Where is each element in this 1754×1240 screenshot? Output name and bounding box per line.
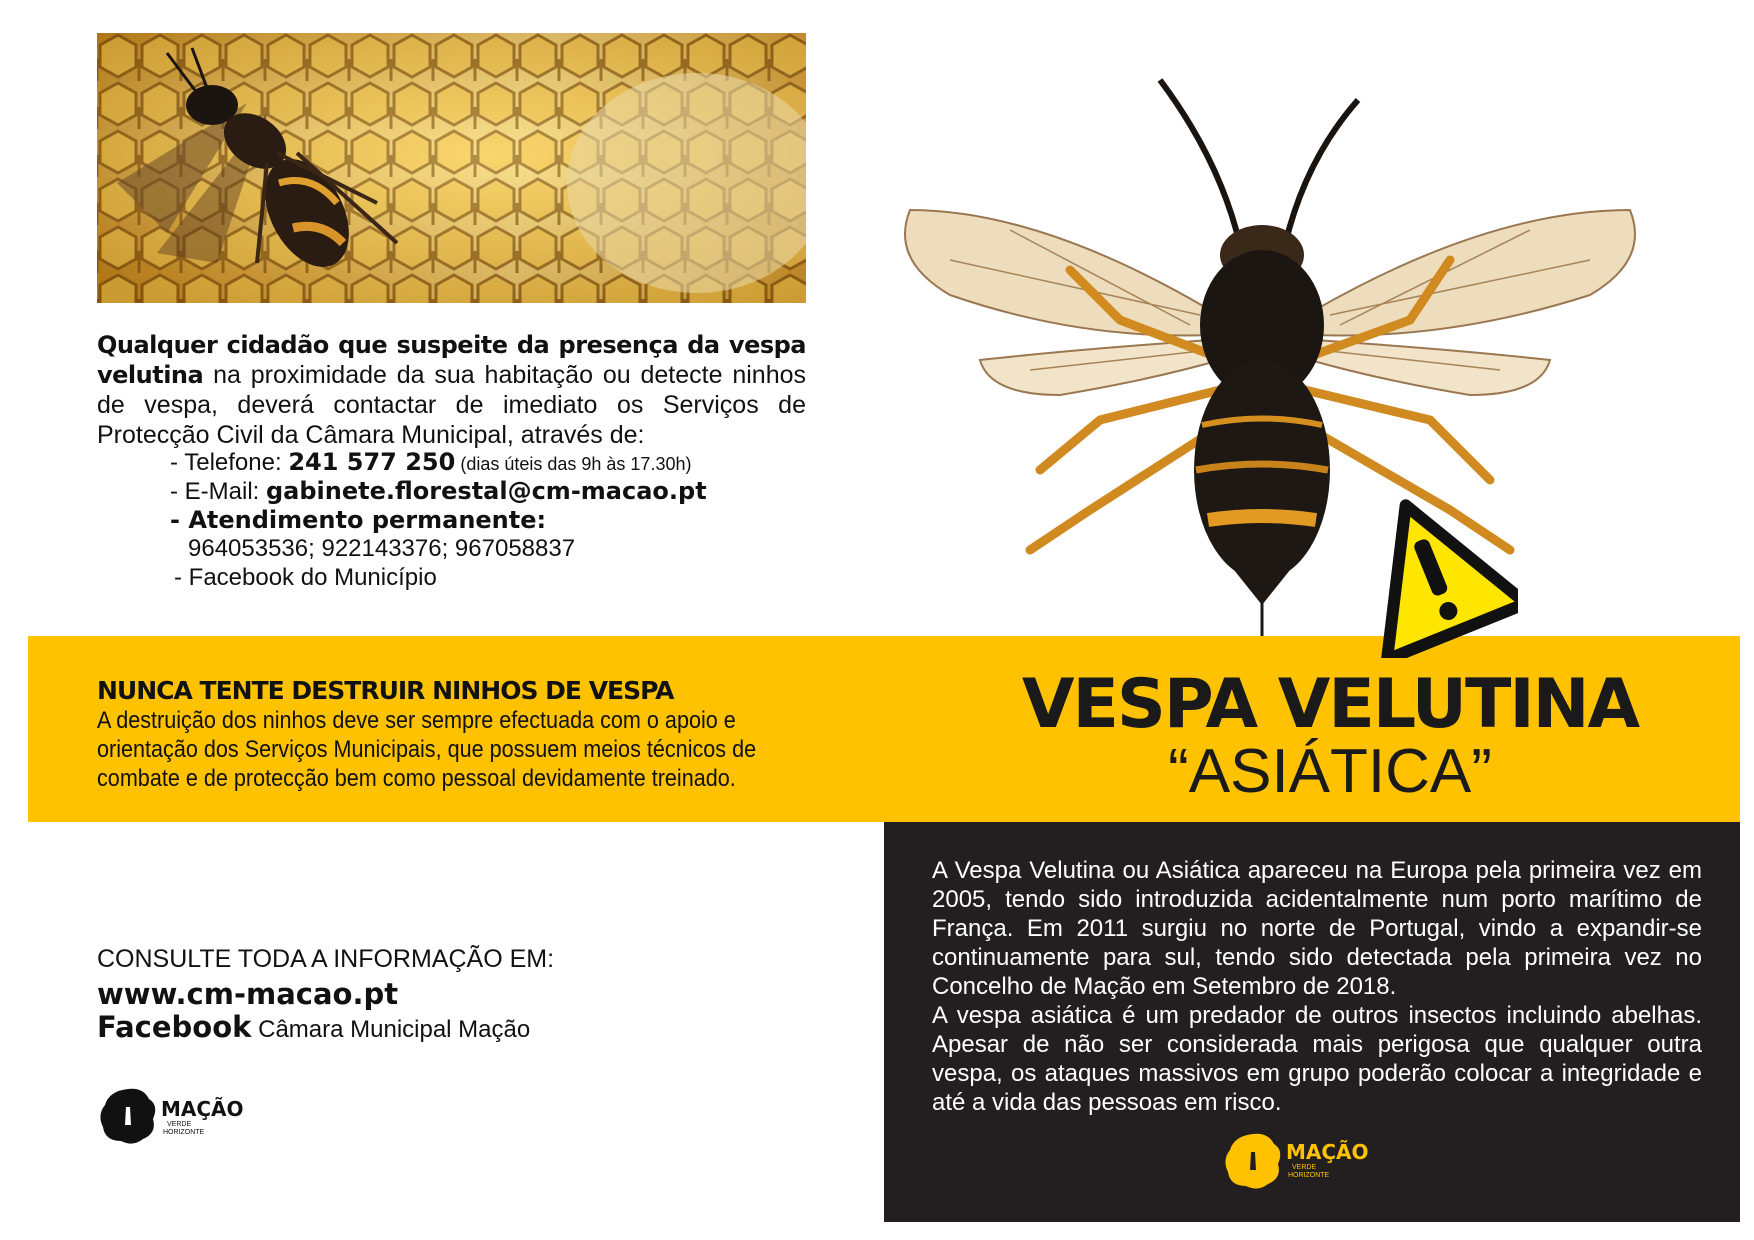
website-link[interactable]: www.cm-macao.pt	[97, 977, 399, 1011]
info-paragraph-1: A Vespa Velutina ou Asiática apareceu na Europa pela primeira vez em 2005, tendo sido introduzida acidentalmente num porto marítimo de França. Em 2011 surgiu no norte de Portugal, vindo a expandir-se continuamente para sul, tendo sido detectada pela primeira vez no Concelho de Mação em Setembro de 2018.	[932, 857, 1702, 1000]
honeycomb-hornet-photo	[97, 33, 806, 303]
intro-bold: Qualquer cidadão que suspeite da presença da vespa velutina	[97, 331, 806, 389]
intro-rest: na proximidade da sua habitação ou detecte ninhos de vespa, deverá contactar de imediato os Serviços de Protecção Civil da Câmara Municipal, através de:	[97, 361, 806, 449]
macao-logo-black	[97, 1085, 267, 1147]
logo-tag2: HORIZONTE	[1288, 1172, 1330, 1179]
honeycomb-image	[97, 33, 806, 303]
email-link[interactable]: gabinete.florestal@cm-macao.pt	[266, 477, 707, 505]
warning-title: NUNCA TENTE DESTRUIR NINHOS DE VESPA	[97, 676, 674, 705]
page-title: VESPA VELUTINA	[1021, 665, 1639, 744]
contact-email	[170, 477, 707, 506]
macao-tree-icon	[97, 1085, 159, 1147]
permanent-label: - Atendimento permanente:	[170, 506, 547, 534]
facebook-line[interactable]	[97, 1010, 530, 1044]
logo-tag2: HORIZONTE	[163, 1129, 205, 1136]
warning-body: A destruição dos ninhos deve ser sempre efectuada com o apoio e orientação dos Serviços Municipais, que possuem meios técnicos de combate e de protecção bem como pessoal devidamente treinado.	[97, 707, 757, 792]
info-text	[932, 856, 1702, 1117]
logo-name: MAÇÃO	[161, 1097, 244, 1121]
permanent-numbers[interactable]: 964053536; 922143376; 967058837	[188, 535, 576, 562]
phone-number[interactable]: 241 577 250	[288, 448, 456, 476]
logo-name: MAÇÃO	[1286, 1140, 1369, 1164]
contact-permanent	[170, 506, 546, 535]
macao-tree-icon	[1222, 1130, 1284, 1192]
warning-icon	[1348, 488, 1518, 658]
facebook-label: Facebook	[97, 1010, 252, 1044]
logo-tag1: VERDE	[1292, 1164, 1317, 1171]
consult-heading: CONSULTE TODA A INFORMAÇÃO EM:	[97, 945, 555, 973]
macao-logo-yellow	[1222, 1130, 1392, 1190]
contact-phone	[170, 448, 691, 477]
page-subtitle: “ASIÁTICA”	[1168, 737, 1492, 806]
email-label: - E-Mail:	[170, 478, 266, 505]
phone-hours: (dias úteis das 9h às 17.30h)	[455, 454, 692, 474]
facebook-name: Câmara Municipal Mação	[251, 1016, 531, 1043]
phone-label: - Telefone:	[170, 449, 289, 476]
asian-hornet-illustration	[890, 60, 1710, 660]
logo-tag1: VERDE	[167, 1121, 192, 1128]
info-paragraph-2: A vespa asiática é um predador de outros insectos incluindo abelhas. Apesar de não ser considerada mais perigosa que qualquer outra vespa, os ataques massivos em grupo poderão colocar a integridade e até a vida das pessoas em risco.	[932, 1002, 1702, 1116]
contact-facebook[interactable]: - Facebook do Município	[174, 564, 437, 591]
intro-paragraph	[97, 330, 806, 450]
